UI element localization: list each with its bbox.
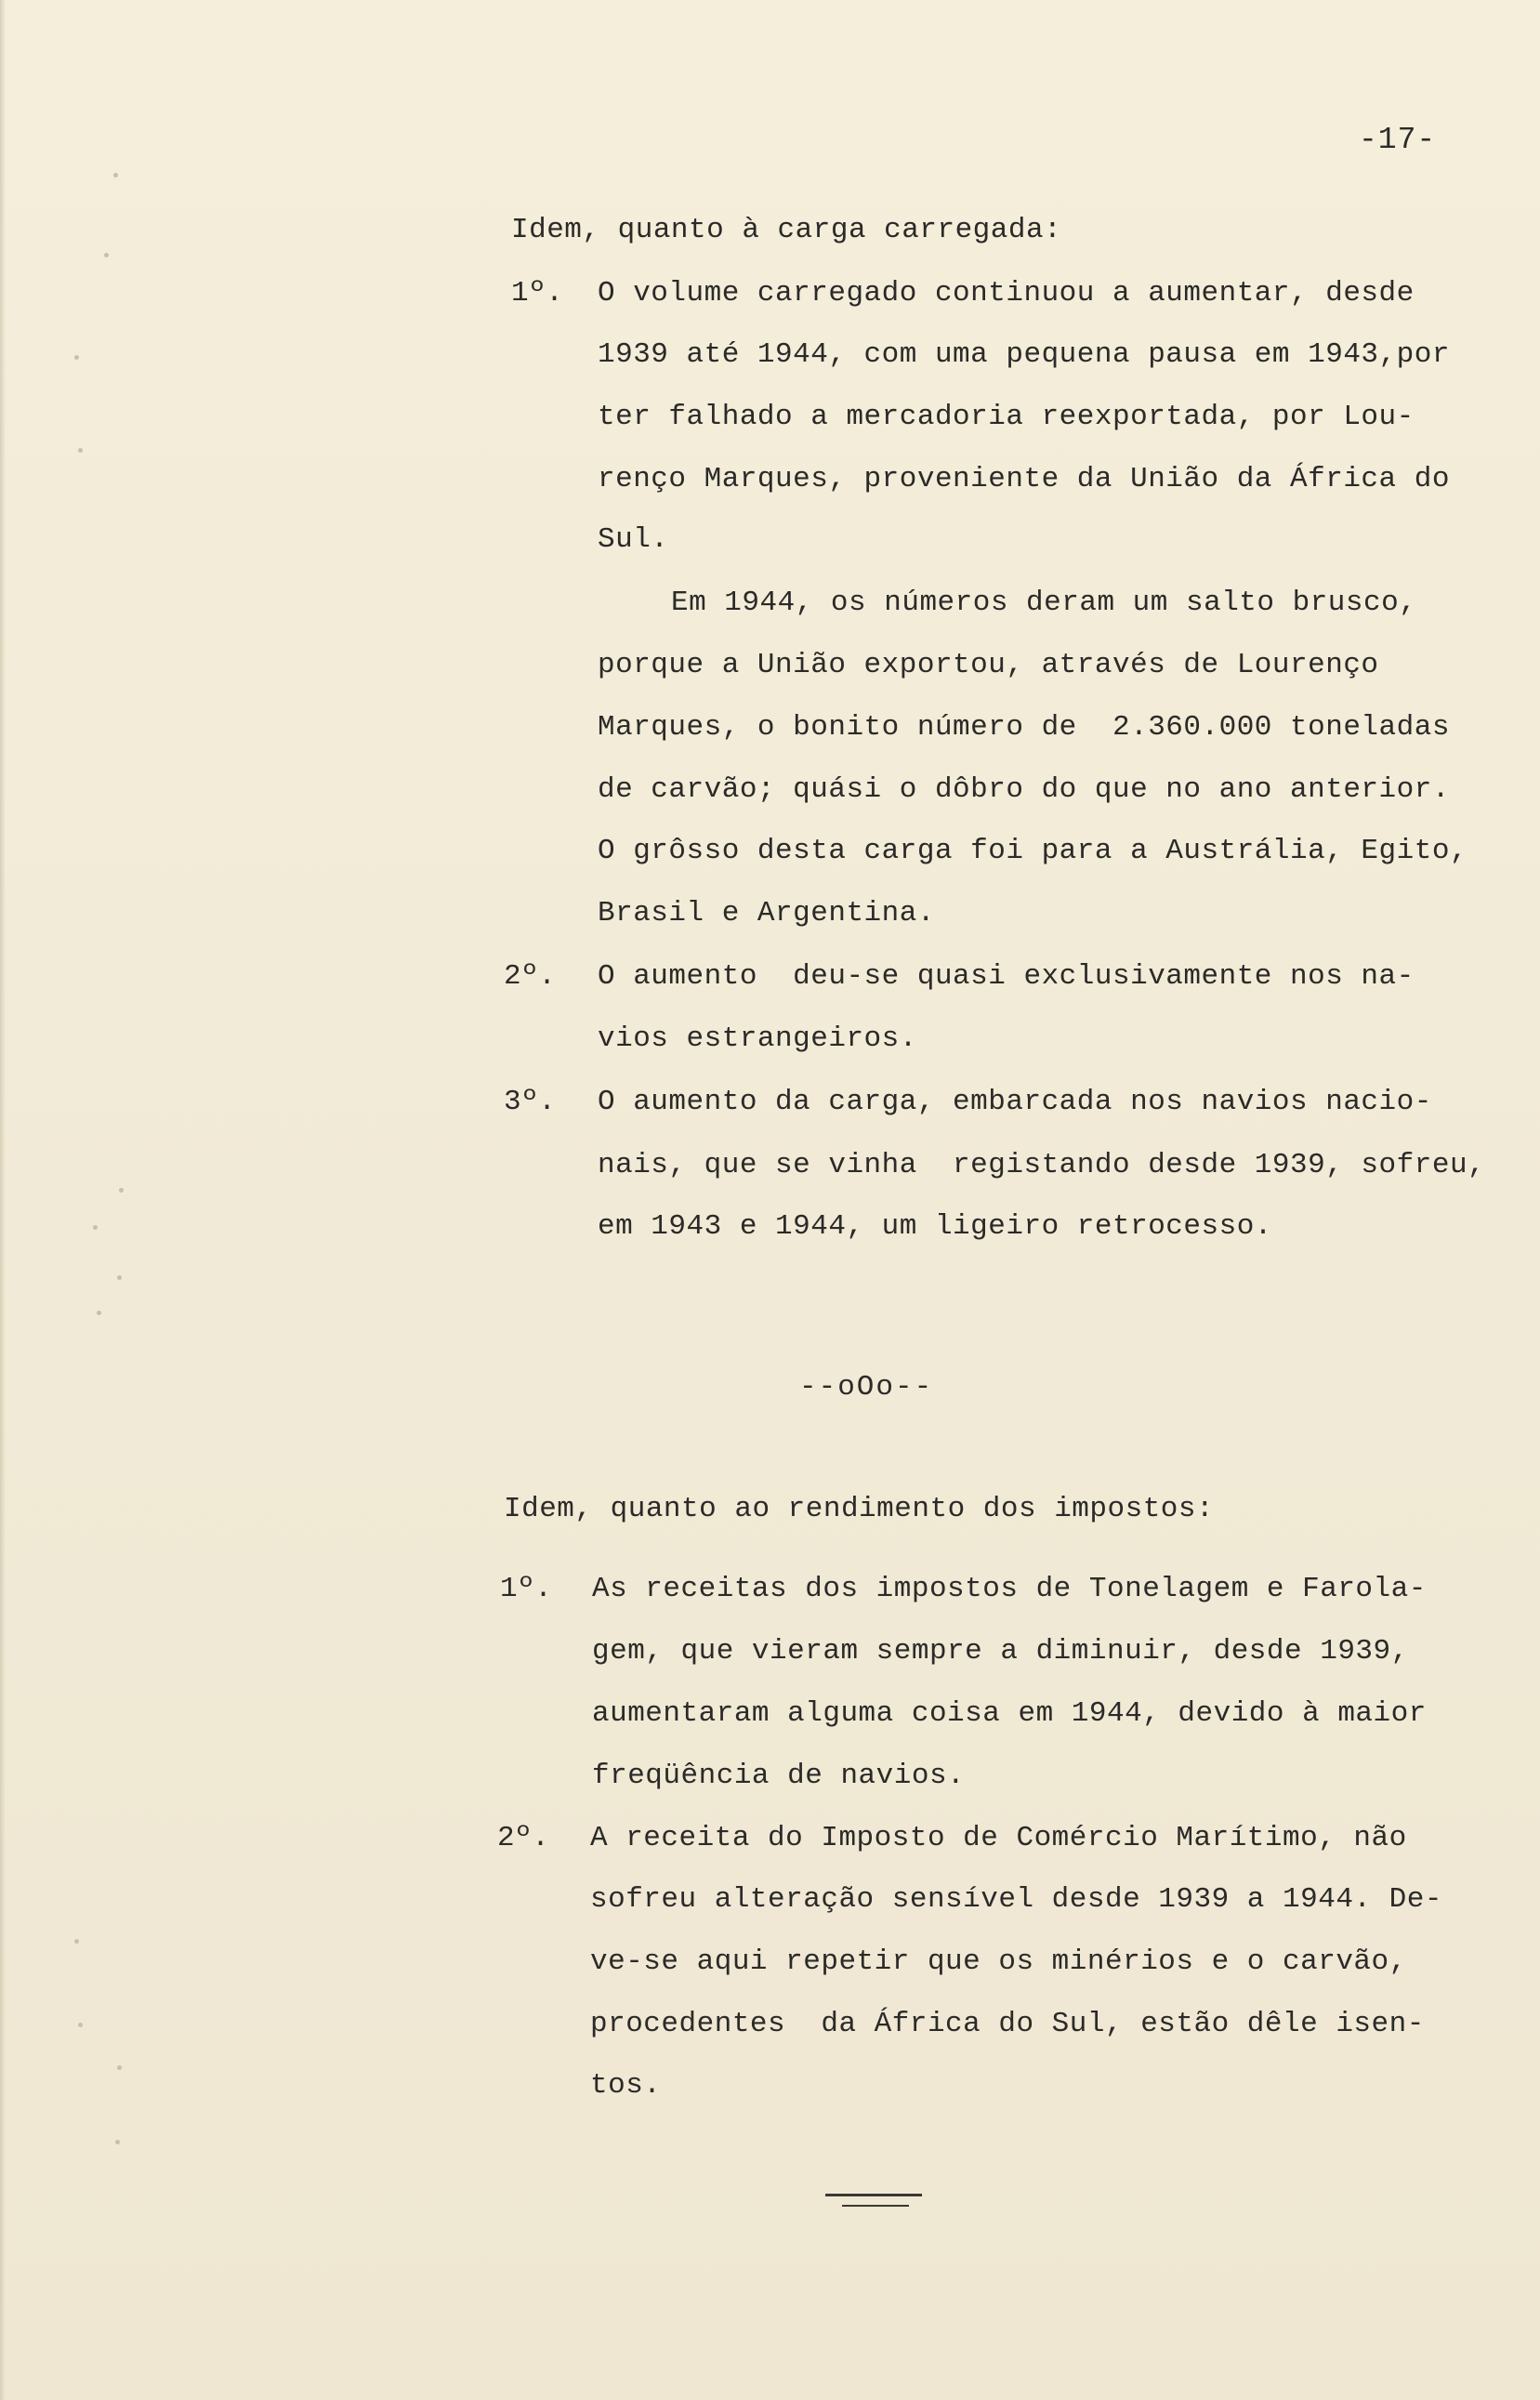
section-separator: --oOo-- [799, 1371, 934, 1404]
section-heading: Idem, quanto à carga carregada: [511, 214, 1062, 246]
text-line: sofreu alteração sensível desde 1939 a 1944. De- [590, 1883, 1442, 1916]
item-number: 3º. [504, 1086, 556, 1118]
margin-speck [117, 1275, 122, 1280]
item-number: 1º. [511, 277, 563, 310]
margin-speck [119, 1188, 124, 1193]
margin-speck [74, 1939, 79, 1944]
text-line: aumentaram alguma coisa em 1944, devido à maior [592, 1697, 1427, 1730]
item-number: 2º. [504, 960, 556, 993]
text-line: freqüência de navios. [592, 1760, 966, 1792]
text-line: O aumento da carga, embarcada nos navios nacio- [598, 1086, 1432, 1118]
text-line: As receitas dos impostos de Tonelagem e Farola- [592, 1573, 1427, 1605]
end-rule-bottom [842, 2205, 909, 2207]
item-number: 1º. [500, 1573, 552, 1605]
margin-speck [78, 2023, 83, 2027]
text-line: Sul. [598, 523, 669, 556]
text-line: porque a União exportou, através de Lourenço [598, 649, 1379, 681]
margin-speck [93, 1225, 98, 1230]
text-line: nais, que se vinha registando desde 1939, sofreu, [598, 1149, 1486, 1181]
text-line: O grôsso desta carga foi para a Austrália, Egito, [598, 835, 1468, 867]
page-edge-shadow [0, 0, 6, 2400]
text-line: procedentes da África do Sul, estão dêle isen- [590, 2008, 1425, 2040]
margin-speck [78, 448, 83, 453]
text-line: 1939 até 1944, com uma pequena pausa em 1943,por [598, 338, 1450, 371]
end-rule-top [825, 2194, 922, 2196]
text-line: em 1943 e 1944, um ligeiro retrocesso. [598, 1210, 1272, 1243]
margin-speck [117, 2065, 122, 2070]
margin-speck [113, 173, 118, 178]
page-number: -17- [1359, 123, 1437, 157]
text-line: Marques, o bonito número de 2.360.000 toneladas [598, 711, 1450, 744]
margin-speck [104, 253, 109, 257]
margin-speck [97, 1311, 101, 1315]
text-line: de carvão; quási o dôbro do que no ano anterior. [598, 773, 1450, 806]
text-line: Brasil e Argentina. [598, 897, 935, 930]
margin-speck [74, 355, 79, 360]
item-number: 2º. [497, 1822, 549, 1854]
text-line: Em 1944, os números deram um salto brusco, [671, 587, 1417, 619]
text-line: tos. [590, 2069, 662, 2102]
text-line: O aumento deu-se quasi exclusivamente nos na- [598, 960, 1415, 993]
text-line: O volume carregado continuou a aumentar, desde [598, 277, 1415, 310]
text-line: ve-se aqui repetir que os minérios e o carvão, [590, 1945, 1407, 1978]
text-line: A receita do Imposto de Comércio Marítimo, não [590, 1822, 1407, 1854]
text-line: renço Marques, proveniente da União da África do [598, 463, 1450, 495]
section-heading: Idem, quanto ao rendimento dos impostos: [504, 1493, 1215, 1525]
text-line: gem, que vieram sempre a diminuir, desde 1939, [592, 1635, 1409, 1668]
text-line: ter falhado a mercadoria reexportada, por Lou- [598, 401, 1415, 433]
margin-speck [115, 2140, 120, 2144]
text-line: vios estrangeiros. [598, 1022, 917, 1055]
